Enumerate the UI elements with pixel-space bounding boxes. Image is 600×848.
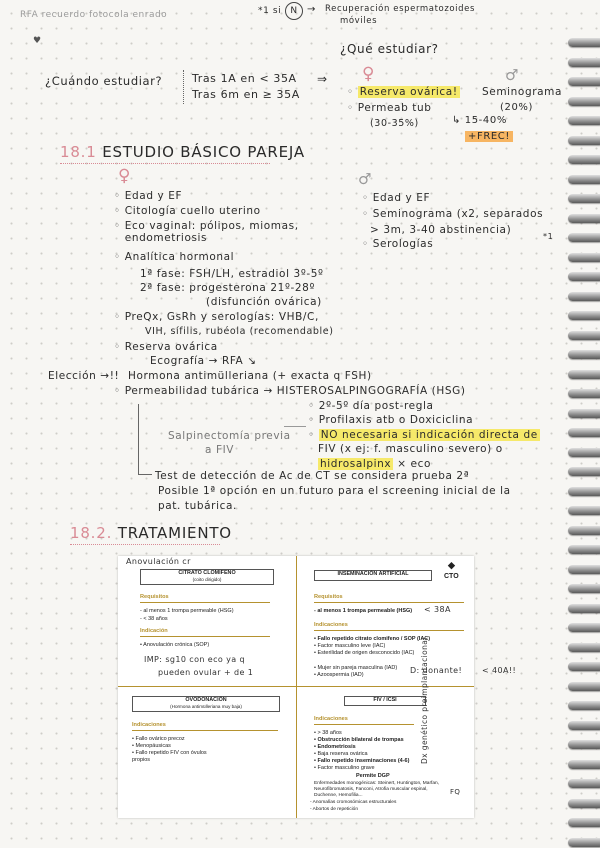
insem-box: INSEMINACIÓN ARTIFICIAL <box>314 570 432 581</box>
test-3: pat. tubárica. <box>158 500 237 512</box>
citrato-box: CITRATO CLOMIFENO (coito dirigido) <box>140 569 274 585</box>
cuando-line1: Tras 1A en < 35A <box>192 72 297 85</box>
female-item-label: Citología cuello uterino <box>124 205 261 217</box>
section-1-title: 18.1 ESTUDIO BÁSICO PAREJA <box>60 143 305 161</box>
male-symbol-top: ♂ <box>505 66 519 84</box>
male-item-1 <box>362 208 543 220</box>
top-permeab-range: (30-35%) <box>370 118 419 129</box>
salpinectomia: Salpinectomía previa <box>168 430 291 442</box>
header-note: RFA recuerdo fotocola enrado <box>20 10 168 20</box>
bullet-icon: ◦ <box>114 190 121 202</box>
spiral-ring <box>568 838 600 847</box>
preqx-2: VIH, sífilis, rubéola (recomendable) <box>145 326 334 337</box>
doc-divider-v <box>296 556 297 818</box>
citrato-ink-2: pueden ovular + de 1 <box>158 668 254 677</box>
pasted-treatment-table <box>118 556 517 818</box>
cto-logo-icon: ◆ <box>448 560 455 570</box>
spiral-ring <box>568 155 600 164</box>
spiral-ring <box>568 799 600 808</box>
spiral-ring <box>568 701 600 710</box>
spiral-ring <box>568 311 600 320</box>
female-symbol: ♀ <box>118 166 131 186</box>
female-item-analitica <box>114 251 234 263</box>
spiral-ring <box>568 604 600 613</box>
spiral-ring <box>568 272 600 281</box>
header-note-right-2: móviles <box>340 16 378 26</box>
cuando-arrow: ⇒ <box>317 72 328 86</box>
female-item-edad-ef <box>114 190 182 202</box>
spiral-ring <box>568 643 600 652</box>
spiral-ring <box>568 662 600 671</box>
fiv-ind-heading: Indicaciones <box>314 716 348 722</box>
test-2: Posible 1ª opción en un futuro para el screening inicial de la <box>158 485 511 497</box>
fiv-ink-fq: FQ <box>450 788 461 796</box>
male-item-label: Edad y EF <box>372 192 431 204</box>
spiral-ring <box>568 760 600 769</box>
spiral-ring <box>568 77 600 86</box>
fase-2-note: (disfunción ovárica) <box>206 296 322 308</box>
female-item-label: Edad y EF <box>124 190 183 202</box>
insem-req-rule <box>314 602 464 603</box>
spiral-ring <box>568 136 600 145</box>
top-seminograma: Seminograma <box>482 86 563 98</box>
fase-1: 1ª fase: FSH/LH, estradiol 3º-5º <box>140 268 324 280</box>
ovo-ind-3: • Fallo repetido FIV con óvulos <box>132 750 207 756</box>
fiv-dgp-2: Neurofibromatosis, Fanconi, Atrofia muscular espinal, <box>314 787 428 792</box>
female-item-eco-vaginal <box>114 220 355 244</box>
cuando-line2: Tras 6m en ≥ 35A <box>192 88 300 101</box>
spiral-ring <box>568 409 600 418</box>
bullet-icon: ◦ <box>114 251 121 263</box>
male-item-2 <box>362 238 433 250</box>
hsg-4: FIV (x ej: f. masculino severo) o <box>318 443 503 455</box>
spiral-ring <box>568 292 600 301</box>
spiral-ring <box>568 565 600 574</box>
insem-req-heading: Requisitos <box>314 594 343 600</box>
fiv-dgp: Permite DGP <box>356 773 390 779</box>
spiral-ring <box>568 233 600 242</box>
bullet-icon: ◦ <box>362 238 369 250</box>
spiral-ring <box>568 467 600 476</box>
heart-icon: ♥ <box>33 36 42 46</box>
spiral-ring <box>568 428 600 437</box>
citrato-req-2: - < 38 años <box>140 616 168 622</box>
insem-ink-donante: D: donante! <box>410 666 463 675</box>
fiv-ind-6: • Factor masculino grave <box>314 765 375 771</box>
fiv-dgp-1: Enfermedades monogénicas: Steinert, Huntington, Marfan, <box>314 781 440 786</box>
fiv-box: FIV / ICSI <box>344 696 426 706</box>
bracket-line <box>138 404 139 474</box>
fiv-ind-4: • Baja reserva ovárica <box>314 751 368 757</box>
fiv-ind-1: • > 38 años <box>314 730 342 736</box>
spiral-ring <box>568 740 600 749</box>
male-item-0 <box>362 192 430 204</box>
insem-ind-2: • Factor masculino leve (IAC) <box>314 643 386 649</box>
header-mark: *1 si <box>258 6 282 16</box>
spiral-ring <box>568 38 600 47</box>
ovo-ind-rule <box>132 730 278 731</box>
que-estudiar: ¿Qué estudiar? <box>340 42 439 56</box>
cto-logo-text: CTO <box>444 573 459 580</box>
spiral-ring <box>568 253 600 262</box>
spiral-ring <box>568 214 600 223</box>
spiral-ring <box>568 175 600 184</box>
section-2-underline <box>70 544 220 545</box>
spiral-ring <box>568 194 600 203</box>
cuando-divider <box>183 70 184 104</box>
spiral-ring <box>568 448 600 457</box>
fiv-ind-5: • Fallo repetido inseminaciones (4-6) <box>314 758 410 764</box>
male-item-label: Serologías <box>372 238 434 250</box>
permeabilidad: ◦ Permeabilidad tubárica → HISTEROSALPINGOGRAFÍA (HSG) <box>114 385 466 397</box>
ovo-ind-heading: Indicaciones <box>132 722 166 728</box>
ovo-ind-1: • Fallo ovárico precoz <box>132 736 185 742</box>
section-1-underline <box>60 163 270 164</box>
fiv-ind-2: • Obstrucción bilateral de trompas <box>314 737 404 743</box>
spiral-ring <box>568 721 600 730</box>
citrato-ind-rule <box>140 636 270 637</box>
spiral-ring <box>568 623 600 632</box>
insem-ind-4: • Mujer sin pareja masculina (IAD) <box>314 665 398 671</box>
fiv-dgp-4: - Anomalías cromosómicas estructurales <box>310 800 397 805</box>
spiral-ring <box>568 350 600 359</box>
spiral-ring <box>568 97 600 106</box>
spiral-ring <box>568 116 600 125</box>
ecografia: Ecografía → RFA ↘ <box>150 355 257 367</box>
citrato-ink-1: IMP: sg10 con eco ya q <box>144 655 246 664</box>
bullet-icon: ◦ <box>362 192 369 204</box>
ovo-ind-2: • Menopáusicas <box>132 743 171 749</box>
header-circle-n: N <box>285 2 303 20</box>
insem-ind-1: • Fallo repetido citrato clomifeno / SOP (IAC) <box>314 636 431 642</box>
bullet-icon: ◦ <box>114 220 121 232</box>
spiral-ring <box>568 389 600 398</box>
top-reserva: ◦ Reserva ovárica! <box>347 86 458 98</box>
female-item-label: Analítica hormonal <box>124 251 235 263</box>
top-permeab: ◦ Permeab tub <box>347 102 432 114</box>
spiral-ring <box>568 506 600 515</box>
citrato-ind: • Anovulación crónica (SOP) <box>140 642 210 648</box>
female-item-label: Eco vaginal: pólipos, miomas, endometriosis <box>124 220 299 244</box>
bullet-icon: ◦ <box>114 205 121 217</box>
spiral-ring <box>568 487 600 496</box>
female-symbol-top: ♀ <box>362 64 375 84</box>
female-item-citologia <box>114 205 261 217</box>
spiral-ring <box>568 545 600 554</box>
fiv-dgp-5: - Abortos de repetición <box>310 807 358 812</box>
insem-ind-rule <box>314 630 464 631</box>
fiv-dgp-3: Duchenne, Hemofilia... <box>314 793 363 798</box>
spiral-ring <box>568 370 600 379</box>
insem-ind-5: • Azoospermia (IAD) <box>314 672 364 678</box>
male-symbol: ♂ <box>358 170 372 188</box>
hsg-1: ◦ 2º-5º día post-regla <box>308 400 434 412</box>
spiral-ring <box>568 818 600 827</box>
header-note-right: Recuperación espermatozoides <box>325 4 475 14</box>
hormona: Hormona antimülleriana (+ exacta q FSH) <box>128 370 372 382</box>
spiral-ring <box>568 682 600 691</box>
reserva-ovarica: ◦ Reserva ovárica <box>114 341 218 353</box>
citrato-req-heading: Requisitos <box>140 594 169 600</box>
spiral-ring <box>568 584 600 593</box>
ovo-ind-4: propios <box>132 757 151 763</box>
insem-ink-40: < 40A!! <box>482 666 517 675</box>
hsg-2: ◦ Profilaxis atb o Doxiciclina <box>308 414 474 426</box>
test-1: Test de detección de Ac de CT se considera prueba 2ª <box>155 470 470 482</box>
insem-ink-req: < 38A <box>424 605 451 614</box>
insem-req: - al menos 1 trompa permeable (HSG) <box>314 608 413 614</box>
citrato-ind-heading: Indicación <box>140 628 168 634</box>
top-semino-pct: (20%) <box>500 102 534 113</box>
spiral-ring <box>568 331 600 340</box>
spiral-ring <box>568 58 600 67</box>
fiv-ind-rule <box>314 724 414 725</box>
insem-ind-heading: Indicaciones <box>314 622 348 628</box>
eleccion: Elección →!! <box>48 370 120 382</box>
male-star: *1 <box>543 232 554 241</box>
male-item-label: Seminograma (x2, separados <box>372 208 544 220</box>
seminograma-2: > 3m, 3-40 abstinencia) <box>370 224 512 236</box>
salpinectomia-2: a FIV <box>205 444 235 456</box>
citrato-req-1: - al menos 1 trompa permeable (HSG) <box>140 608 234 614</box>
spiral-ring <box>568 779 600 788</box>
spiral-ring <box>568 526 600 535</box>
header-arrow: → <box>307 4 316 15</box>
fiv-ink-dx: Dx genético preimplantacional <box>420 637 429 764</box>
top-frec: +FREC! <box>465 131 513 142</box>
doc-handwrite-top: Anovulación cr <box>126 557 191 566</box>
fase-2: 2ª fase: progesterona 21º-28º <box>140 282 315 294</box>
section-2-title: 18.2. TRATAMIENTO <box>70 524 232 542</box>
citrato-req-rule <box>140 602 270 603</box>
hsg-3: ◦ NO necesaria si indicación directa de <box>308 429 538 441</box>
fiv-ind-3: • Endometriosis <box>314 744 356 750</box>
insem-ind-3: • Esterilidad de origen desconocido (IAC) <box>314 650 415 656</box>
preqx: ◦ PreQx, GsRh y serologías: VHB/C, <box>114 311 319 323</box>
hsg-5: hidrosalpinx × eco <box>320 458 431 470</box>
ovo-box: OVODONACIÓN (Hormona antimülleriana muy baja) <box>132 696 280 712</box>
bullet-icon: ◦ <box>362 208 369 220</box>
salpin-arrow <box>284 426 306 437</box>
top-pct-arrow: ↳ 15-40% <box>452 115 507 126</box>
cuando-label: ¿Cuándo estudiar? <box>45 74 163 88</box>
bracket-arrow <box>138 474 152 475</box>
